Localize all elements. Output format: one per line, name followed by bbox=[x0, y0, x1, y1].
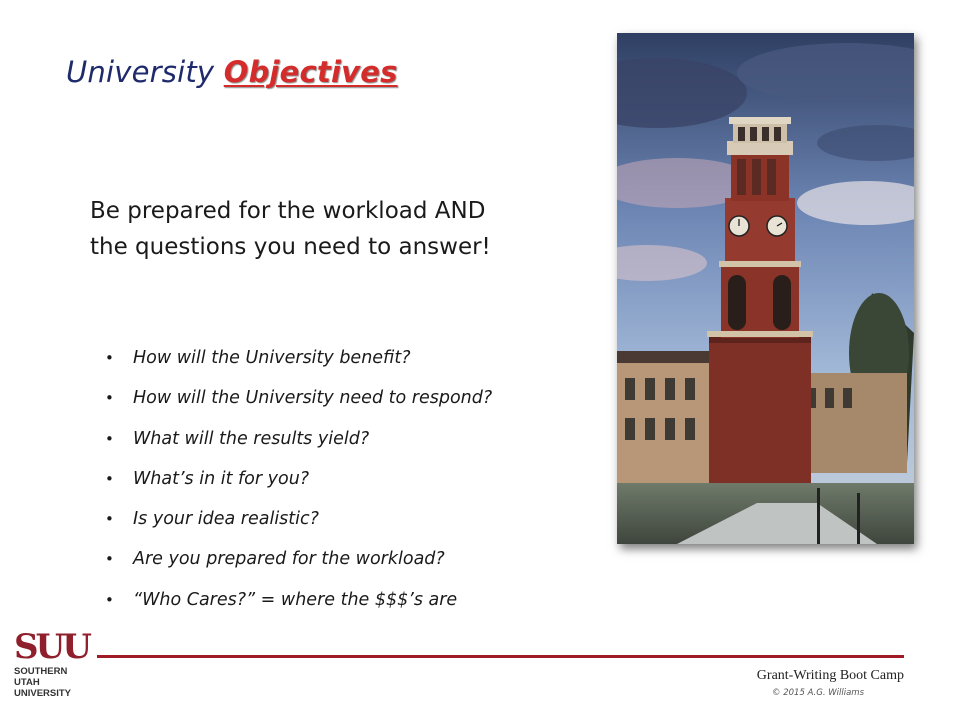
bullet-text: Is your idea realistic? bbox=[133, 509, 319, 530]
bullet-item bbox=[104, 338, 604, 378]
bullet-text: What’s in it for you? bbox=[133, 468, 310, 489]
suu-logo-line2: UTAH bbox=[14, 677, 40, 688]
intro-text: Be prepared for the workload AND the questions you need to answer! bbox=[90, 198, 491, 260]
bullet-item bbox=[104, 499, 604, 539]
slide-title-prefix: University bbox=[66, 55, 224, 89]
suu-logo bbox=[14, 627, 94, 699]
suu-logo-mark: SUU bbox=[14, 627, 89, 667]
bullet-item bbox=[104, 539, 604, 579]
bullet-dot-icon: • bbox=[105, 590, 114, 609]
bullet-text: How will the University need to respond? bbox=[133, 388, 493, 409]
bullet-item bbox=[104, 378, 604, 418]
bullet-list bbox=[104, 338, 604, 620]
bullet-text: Are you prepared for the workload? bbox=[133, 549, 445, 570]
clock-tower-photo bbox=[617, 33, 914, 544]
bullet-dot-icon: • bbox=[105, 349, 114, 367]
slide-title bbox=[66, 55, 398, 89]
suu-logo-line3: UNIVERSITY bbox=[14, 688, 72, 699]
bullet-text: What will the results yield? bbox=[133, 428, 370, 449]
footer-title: Grant-Writing Boot Camp bbox=[756, 668, 904, 683]
footer-divider bbox=[97, 655, 904, 658]
bullet-dot-icon: • bbox=[105, 469, 114, 488]
footer-copyright: © 2015 A.G. Williams bbox=[772, 688, 864, 698]
bullet-dot-icon: • bbox=[105, 550, 114, 569]
bullet-text: “Who Cares?” = where the $$$’s are bbox=[133, 589, 458, 610]
bullet-dot-icon: • bbox=[105, 510, 114, 529]
bullet-item bbox=[104, 580, 604, 620]
bullet-dot-icon: • bbox=[105, 389, 114, 408]
suu-logo-line1: SOUTHERN bbox=[14, 666, 68, 677]
bullet-item bbox=[104, 459, 604, 499]
slide-title-highlight: Objectives bbox=[223, 55, 398, 89]
bullet-text: How will the University benefit? bbox=[133, 348, 411, 368]
bullet-dot-icon: • bbox=[105, 429, 114, 448]
bullet-item bbox=[104, 419, 604, 459]
